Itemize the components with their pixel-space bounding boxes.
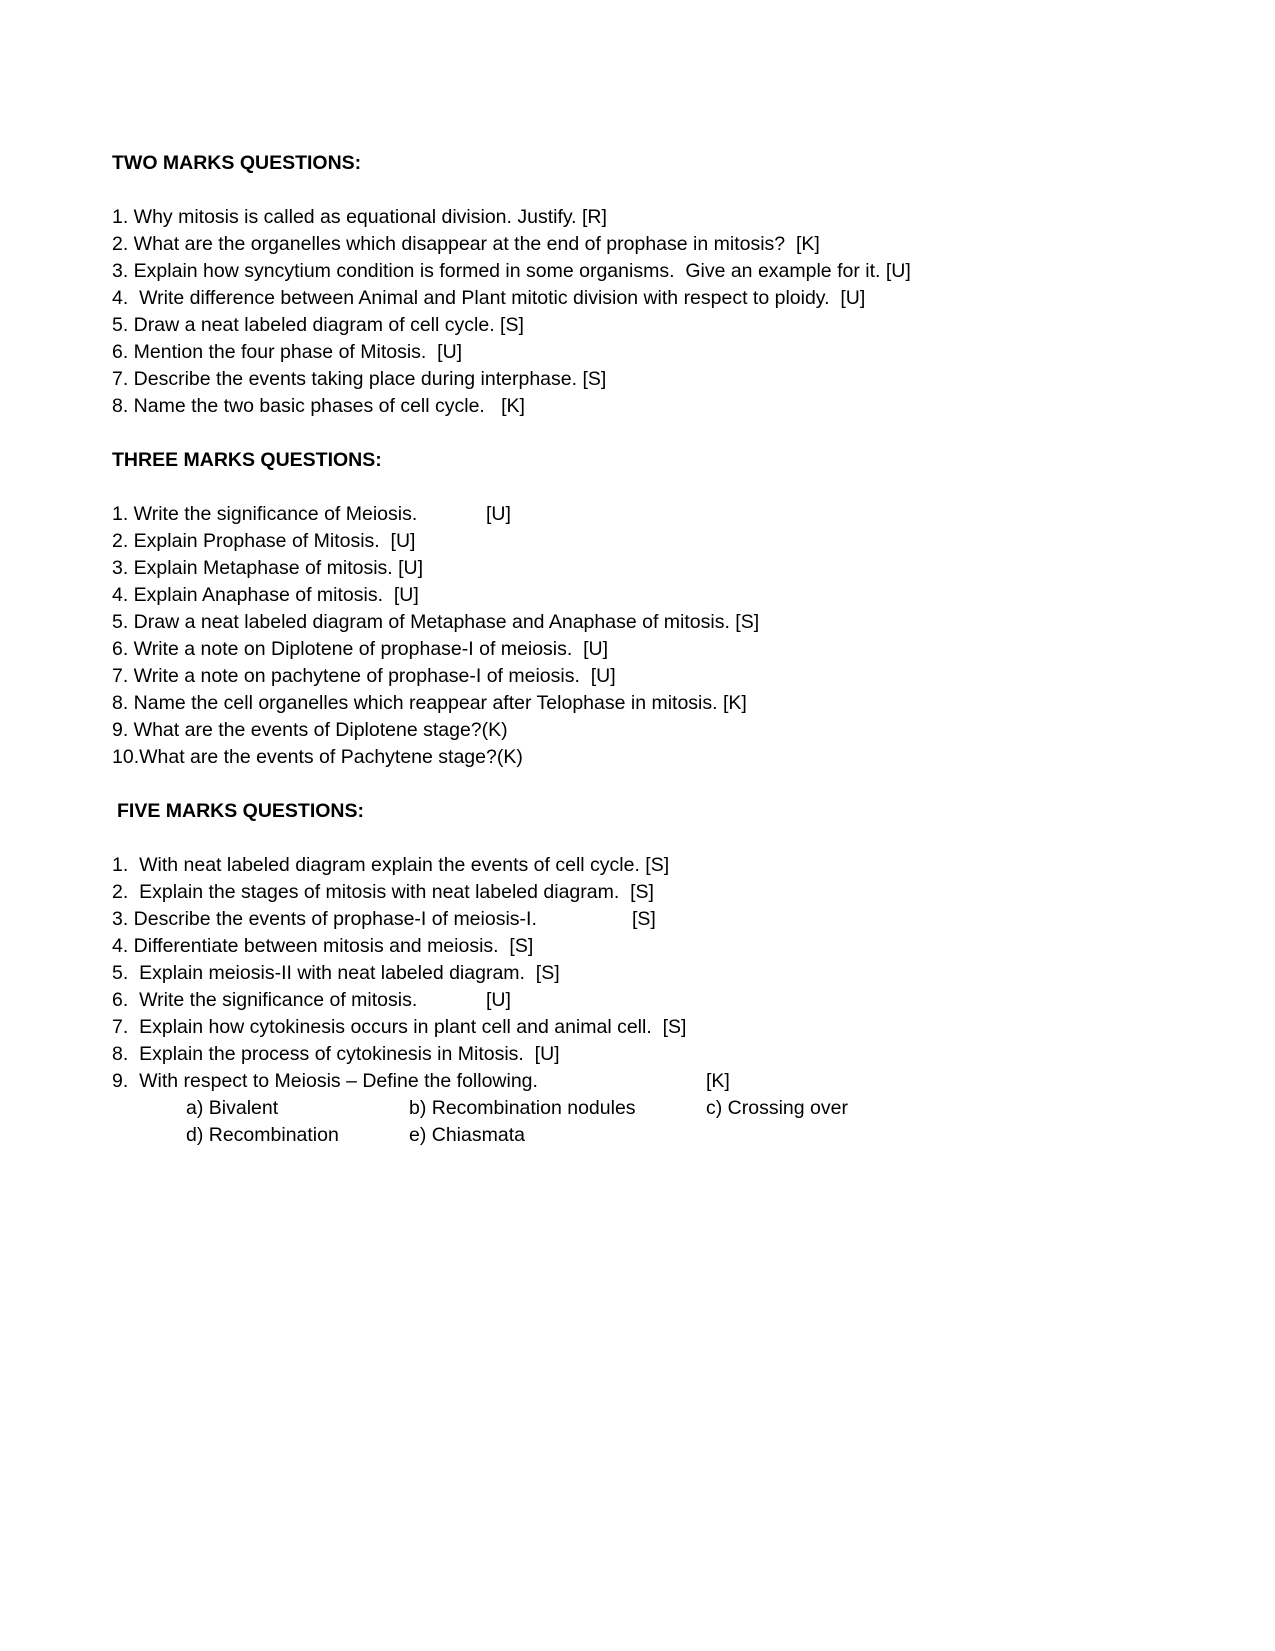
five-marks-question-1: 1. With neat labeled diagram explain the events of cell cycle. [S] (112, 854, 670, 876)
two-marks-heading: TWO MARKS QUESTIONS: (112, 152, 362, 174)
two-marks-question-7: 7. Describe the events taking place during interphase. [S] (112, 368, 607, 390)
five-marks-question-6-tag: [U] (486, 989, 511, 1011)
five-marks-question-4: 4. Differentiate between mitosis and meiosis. [S] (112, 935, 534, 957)
two-marks-question-6: 6. Mention the four phase of Mitosis. [U] (112, 341, 463, 363)
three-marks-question-1-tag: [U] (486, 503, 511, 525)
option-e: e) Chiasmata (409, 1124, 525, 1146)
option-a: a) Bivalent (186, 1097, 279, 1119)
two-marks-question-8: 8. Name the two basic phases of cell cycle. [K] (112, 395, 525, 417)
two-marks-question-4: 4. Write difference between Animal and Plant mitotic division with respect to ploidy. [U] (112, 287, 866, 309)
two-marks-question-3: 3. Explain how syncytium condition is formed in some organisms. Give an example for it. [U] (112, 260, 911, 282)
three-marks-heading: THREE MARKS QUESTIONS: (112, 449, 382, 471)
three-marks-question-7: 7. Write a note on pachytene of prophase-I of meiosis. [U] (112, 665, 616, 687)
three-marks-question-10: 10.What are the events of Pachytene stage?(K) (112, 746, 523, 768)
five-marks-question-9: 9. With respect to Meiosis – Define the following. (112, 1070, 538, 1092)
five-marks-question-8: 8. Explain the process of cytokinesis in Mitosis. [U] (112, 1043, 560, 1065)
five-marks-question-3: 3. Describe the events of prophase-I of meiosis-I. (112, 908, 537, 930)
option-b: b) Recombination nodules (409, 1097, 636, 1119)
three-marks-question-2: 2. Explain Prophase of Mitosis. [U] (112, 530, 416, 552)
two-marks-question-5: 5. Draw a neat labeled diagram of cell cycle. [S] (112, 314, 524, 336)
three-marks-question-4: 4. Explain Anaphase of mitosis. [U] (112, 584, 419, 606)
two-marks-question-2: 2. What are the organelles which disappear at the end of prophase in mitosis? [K] (112, 233, 820, 255)
five-marks-question-6: 6. Write the significance of mitosis. (112, 989, 418, 1011)
option-c: c) Crossing over (706, 1097, 848, 1119)
three-marks-question-1: 1. Write the significance of Meiosis. (112, 503, 418, 525)
three-marks-question-8: 8. Name the cell organelles which reappear after Telophase in mitosis. [K] (112, 692, 747, 714)
three-marks-question-6: 6. Write a note on Diplotene of prophase-I of meiosis. [U] (112, 638, 609, 660)
three-marks-question-5: 5. Draw a neat labeled diagram of Metaphase and Anaphase of mitosis. [S] (112, 611, 760, 633)
three-marks-question-9: 9. What are the events of Diplotene stage?(K) (112, 719, 508, 741)
five-marks-question-5: 5. Explain meiosis-II with neat labeled diagram. [S] (112, 962, 560, 984)
two-marks-question-1: 1. Why mitosis is called as equational division. Justify. [R] (112, 206, 607, 228)
five-marks-question-9-tag: [K] (706, 1070, 730, 1092)
five-marks-question-2: 2. Explain the stages of mitosis with neat labeled diagram. [S] (112, 881, 654, 903)
five-marks-question-3-tag: [S] (632, 908, 656, 930)
three-marks-question-3: 3. Explain Metaphase of mitosis. [U] (112, 557, 424, 579)
five-marks-question-7: 7. Explain how cytokinesis occurs in plant cell and animal cell. [S] (112, 1016, 687, 1038)
option-d: d) Recombination (186, 1124, 339, 1146)
five-marks-heading: FIVE MARKS QUESTIONS: (117, 800, 365, 822)
